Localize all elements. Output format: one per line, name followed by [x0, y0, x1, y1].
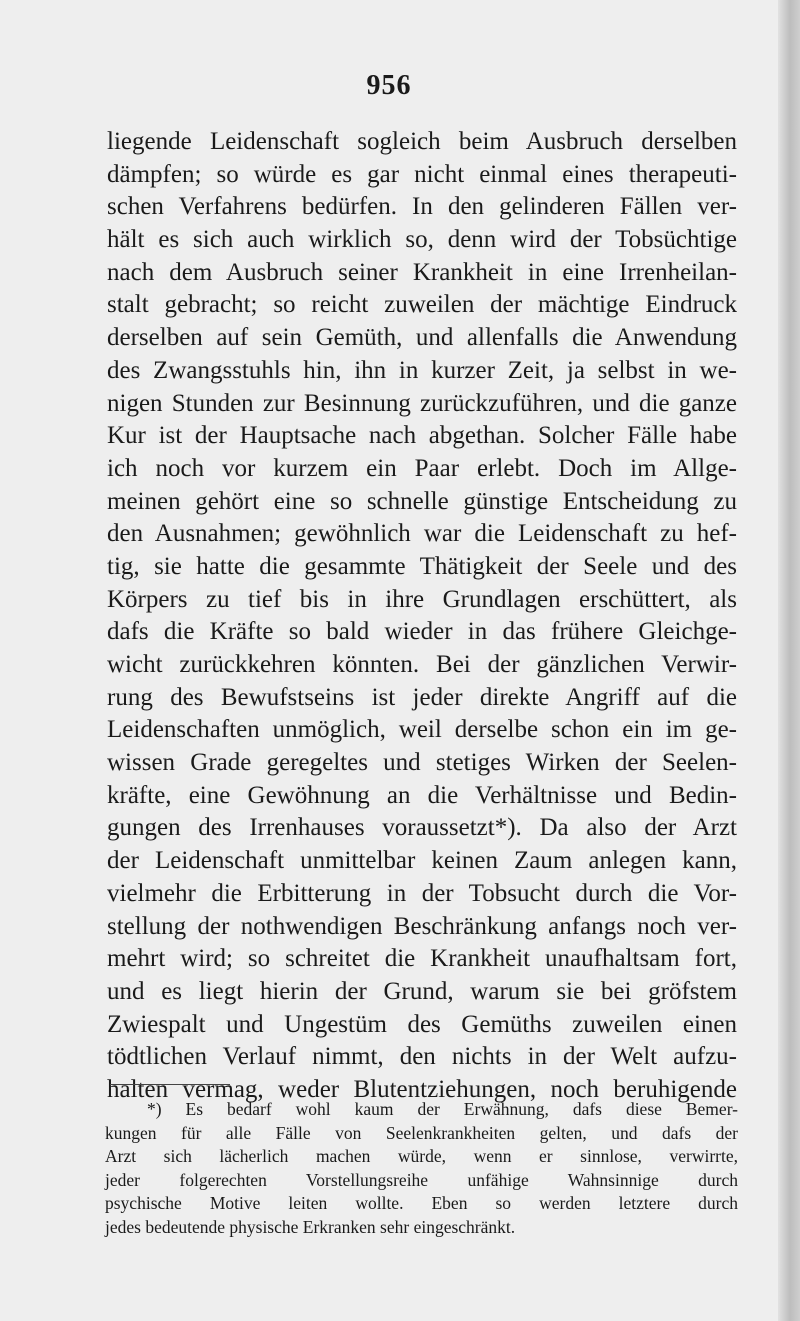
- body-text: [107, 126, 737, 1107]
- body-line: mehrt wird; so schreitet die Krankheit unaufhaltsam fort,: [107, 945, 737, 973]
- body-line: hält es sich auch wirklich so, denn wird der Tobsüchtige: [107, 226, 737, 254]
- footnote-line: kungen für alle Fälle von Seelenkrankheiten gelten, und dafs der: [105, 1122, 738, 1143]
- body-line: Körpers zu tief bis in ihre Grundlagen erschüttert, als: [107, 585, 737, 613]
- footnote-divider: [110, 1084, 230, 1085]
- body-line: liegende Leidenschaft sogleich beim Ausbruch derselben: [107, 128, 737, 155]
- footnote-line: psychische Motive leiten wollte. Eben so werden letztere durch: [105, 1193, 738, 1214]
- footnote-line: jedes bedeutende physische Erkranken sehr eingeschränkt.: [105, 1216, 516, 1237]
- body-line: wissen Grade geregeltes und stetiges Wirken der Seelen-: [107, 749, 737, 777]
- body-line: tödtlichen Verlauf nimmt, den nichts in der Welt aufzu-: [107, 1043, 737, 1071]
- body-line: Zwiespalt und Ungestüm des Gemüths zuweilen einen: [107, 1010, 737, 1038]
- footnote: [105, 1098, 738, 1240]
- body-line: den Ausnahmen; gewöhnlich war die Leidenschaft zu hef-: [107, 520, 737, 548]
- body-line: dämpfen; so würde es gar nicht einmal eines therapeuti-: [107, 160, 737, 188]
- body-line: stalt gebracht; so reicht zuweilen der mächtige Eindruck: [107, 291, 737, 319]
- footnote-line: Arzt sich lächerlich machen würde, wenn er sinnlose, verwirrte,: [105, 1146, 738, 1167]
- body-line: Leidenschaften unmöglich, weil derselbe schon ein im ge-: [107, 716, 737, 744]
- body-line: der Leidenschaft unmittelbar keinen Zaum anlegen kann,: [107, 847, 737, 875]
- body-line: stellung der nothwendigen Beschränkung anfangs noch ver-: [107, 912, 737, 940]
- page-edge-shadow: [778, 0, 800, 1321]
- footnote-line: jeder folgerechten Vorstellungsreihe unfähige Wahnsinnige durch: [105, 1169, 738, 1190]
- body-line: des Zwangsstuhls hin, ihn in kurzer Zeit, ja selbst in we-: [107, 356, 737, 384]
- body-line: tig, sie hatte die gesammte Thätigkeit der Seele und des: [107, 552, 737, 580]
- body-line: nach dem Ausbruch seiner Krankheit in eine Irrenheilan-: [107, 258, 737, 286]
- body-line: derselben auf sein Gemüth, und allenfalls die Anwendung: [107, 324, 737, 352]
- body-line: und es liegt hierin der Grund, warum sie bei gröfstem: [107, 977, 737, 1005]
- body-line: Kur ist der Hauptsache nach abgethan. Solcher Fälle habe: [107, 422, 737, 450]
- body-line: wicht zurückkehren könnten. Bei der gänzlichen Verwir-: [107, 651, 737, 678]
- page-number: 956: [366, 70, 412, 101]
- body-line: ich noch vor kurzem ein Paar erlebt. Doch im Allge-: [107, 454, 737, 482]
- body-line: gungen des Irrenhauses voraussetzt*). Da also der Arzt: [107, 814, 737, 842]
- body-line: nigen Stunden zur Besinnung zurückzuführen, und die ganze: [107, 389, 737, 417]
- footnote-line: *) Es bedarf wohl kaum der Erwähnung, dafs diese Bemer-: [147, 1099, 738, 1119]
- body-line: schen Verfahrens bedürfen. In den gelinderen Fällen ver-: [107, 193, 737, 221]
- body-line: meinen gehört eine so schnelle günstige Entscheidung zu: [107, 487, 737, 515]
- body-line: rung des Bewufstseins ist jeder direkte Angriff auf die: [107, 683, 737, 711]
- body-line: halten vermag, weder Blutentziehungen, noch beruhigende: [107, 1075, 737, 1103]
- body-line: kräfte, eine Gewöhnung an die Verhältnisse und Bedin-: [107, 781, 737, 809]
- body-line: vielmehr die Erbitterung in der Tobsucht durch die Vor-: [107, 879, 737, 907]
- body-line: dafs die Kräfte so bald wieder in das frühere Gleichge-: [107, 618, 737, 646]
